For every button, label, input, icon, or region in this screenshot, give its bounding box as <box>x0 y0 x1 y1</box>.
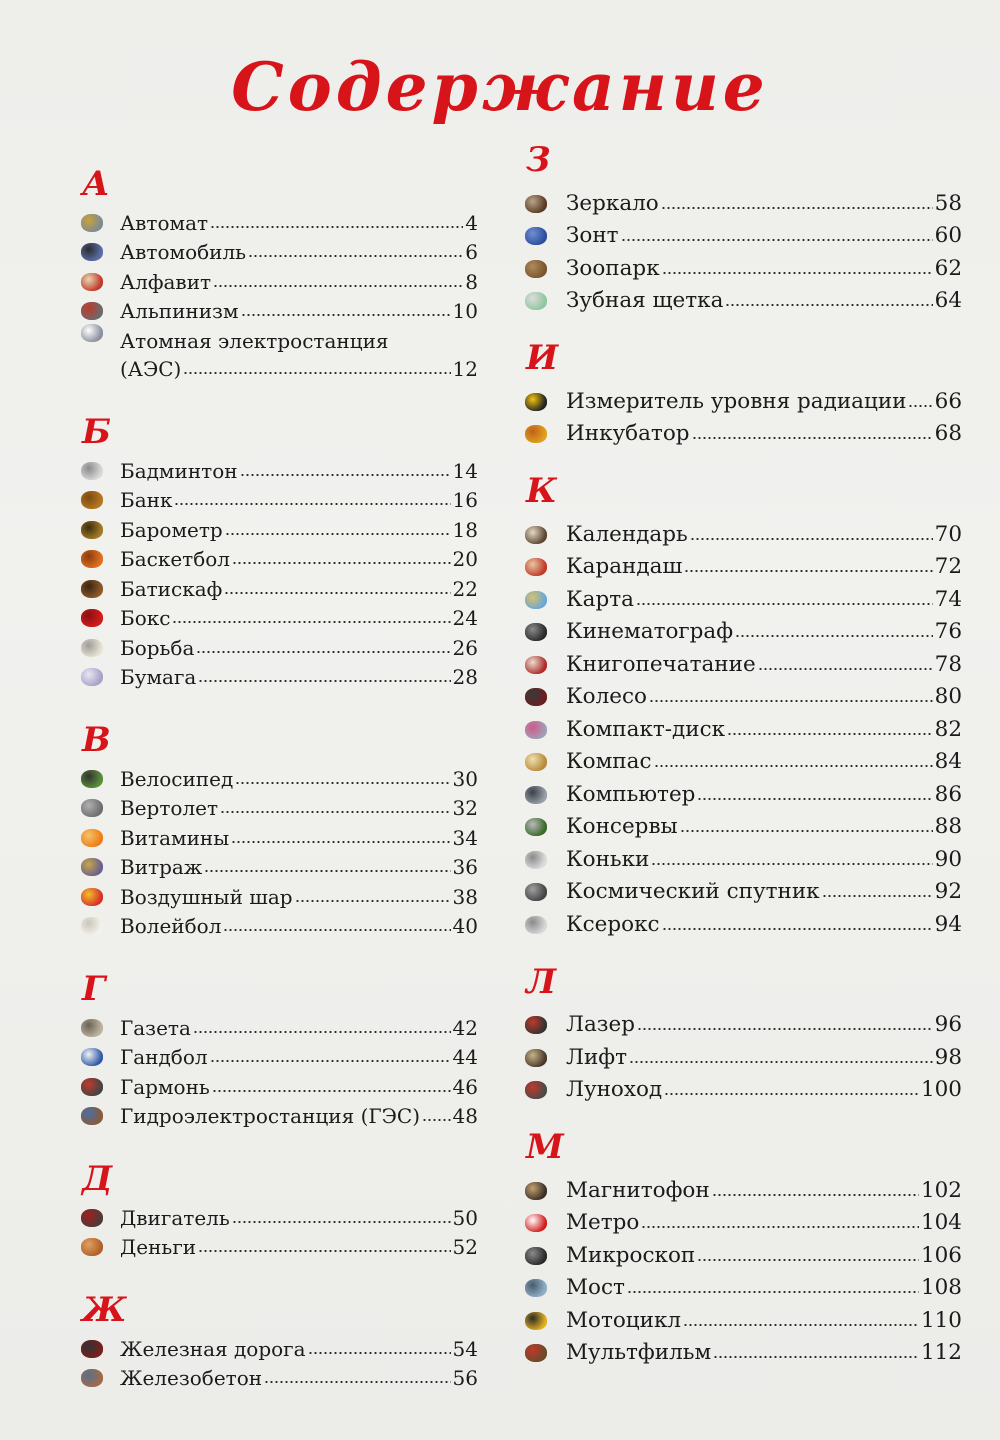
entry-title: Велосипед <box>120 766 234 791</box>
umbrella-icon <box>522 225 556 247</box>
section-letter: И <box>526 338 559 378</box>
entry-title: Витамины <box>120 825 230 850</box>
dot-leader <box>664 1092 919 1096</box>
page-number: 56 <box>452 1366 478 1390</box>
toc-entry[interactable] <box>78 908 478 938</box>
entry-title: Борьба <box>120 635 195 660</box>
toc-entry[interactable] <box>78 263 478 293</box>
dot-leader <box>225 532 451 536</box>
page-number: 68 <box>934 421 962 446</box>
engine-icon <box>78 1207 108 1229</box>
toc-entry[interactable] <box>522 903 962 936</box>
page-number: 38 <box>452 884 478 909</box>
entry-title: Ксерокс <box>566 911 660 937</box>
toc-entry[interactable] <box>78 511 478 541</box>
dot-leader <box>662 271 933 275</box>
toc-entry[interactable] <box>522 611 962 644</box>
page-number: 70 <box>934 521 962 547</box>
jar-icon <box>522 816 556 838</box>
page-number: 100 <box>920 1077 962 1102</box>
money-icon <box>78 1236 108 1258</box>
entry-title: Железная дорога <box>120 1336 306 1361</box>
toc-entry[interactable] <box>522 413 962 446</box>
page-number: 40 <box>452 914 478 938</box>
dot-leader <box>210 1059 451 1063</box>
toc-entry[interactable] <box>78 600 478 630</box>
toc-entry[interactable] <box>522 708 962 741</box>
toc-entry[interactable] <box>78 322 478 380</box>
dot-leader <box>713 1355 919 1359</box>
dot-leader <box>662 927 933 931</box>
chick-icon <box>522 423 556 445</box>
entry-title: Воздушный шар <box>120 884 293 909</box>
toc-entry[interactable] <box>78 482 478 512</box>
cd-icon <box>522 719 556 741</box>
toc-entry[interactable] <box>522 280 962 313</box>
page-number: 22 <box>452 576 478 601</box>
page-number: 78 <box>934 651 962 677</box>
entry-title: Коньки <box>566 846 650 872</box>
toc-entry[interactable] <box>522 1299 962 1332</box>
entry-title: Гандбол <box>120 1045 208 1069</box>
entry-title: Гармонь <box>120 1074 210 1099</box>
page-title: Содержание <box>231 48 769 126</box>
page-number: 106 <box>920 1242 962 1268</box>
page-number: 108 <box>920 1275 962 1300</box>
paper-icon <box>78 666 108 688</box>
section-letter: Д <box>82 1159 113 1199</box>
page-number: 42 <box>452 1015 478 1040</box>
page-number: 90 <box>934 846 962 872</box>
entry-title: Бокс <box>120 606 171 630</box>
toc-entry[interactable] <box>78 1229 478 1259</box>
dot-leader <box>220 810 451 814</box>
dot-leader <box>712 1193 919 1197</box>
volleyball-icon <box>78 915 108 937</box>
toc-entry[interactable] <box>522 513 962 546</box>
dot-leader <box>692 436 933 440</box>
dot-leader <box>248 254 463 258</box>
page-number: 76 <box>934 619 962 644</box>
building-icon <box>78 1367 108 1389</box>
toc-entry[interactable] <box>522 215 962 248</box>
toc-entry[interactable] <box>78 849 478 879</box>
pill-icon <box>78 827 108 849</box>
dot-leader <box>661 206 933 210</box>
entry-title: Баскетбол <box>120 547 231 571</box>
entry-title: Бумага <box>120 665 197 689</box>
page-number: 88 <box>934 814 962 839</box>
page-number: 26 <box>452 635 478 660</box>
entry-title: Альпинизм <box>120 299 239 323</box>
toc-entry[interactable] <box>522 1234 962 1267</box>
page-number: 58 <box>934 190 962 216</box>
entry-title: Карандаш <box>566 554 683 579</box>
page-number: 36 <box>452 855 478 879</box>
motorcycle-icon <box>522 1310 556 1332</box>
section-letter: К <box>526 471 557 511</box>
page-number: 84 <box>934 749 962 774</box>
dot-leader <box>212 1089 451 1093</box>
dot-leader <box>680 829 933 833</box>
page-number: 16 <box>452 488 478 512</box>
dot-leader <box>690 537 933 541</box>
entry-title: Лифт <box>566 1044 627 1070</box>
page-number: 10 <box>452 299 478 323</box>
page-number: 102 <box>920 1177 962 1203</box>
toc-entry[interactable] <box>522 380 962 413</box>
entry-title: Колесо <box>566 684 647 709</box>
dot-leader <box>758 667 933 671</box>
entry-title: Компас <box>566 749 652 774</box>
toothbrush-icon <box>522 290 556 312</box>
entry-title: Лазер <box>566 1012 635 1037</box>
wheel-icon <box>522 686 556 708</box>
toc-entry[interactable] <box>522 247 962 280</box>
dot-leader <box>727 732 933 736</box>
toc-entry[interactable] <box>522 676 962 709</box>
entry-title: Консервы <box>566 814 678 839</box>
entry-title: Зубная щетка <box>566 288 724 313</box>
entry-title: Железобетон <box>120 1366 263 1390</box>
map-icon <box>522 589 556 611</box>
dot-leader <box>198 1249 450 1253</box>
book-icon <box>522 654 556 676</box>
dot-leader <box>308 1351 451 1355</box>
section-letter: Ж <box>82 1290 127 1330</box>
dot-leader <box>641 1225 919 1229</box>
laser-icon <box>522 1014 556 1036</box>
page-number: 62 <box>934 255 962 281</box>
dot-leader <box>908 404 932 408</box>
toc-entry[interactable] <box>522 838 962 871</box>
bridge-icon <box>522 1277 556 1299</box>
toc-entry[interactable] <box>78 293 478 323</box>
toc-entry[interactable] <box>78 878 478 908</box>
accordion-icon <box>78 1076 108 1098</box>
section-letter: В <box>82 720 111 760</box>
page-number: 52 <box>452 1235 478 1259</box>
computer-icon <box>522 784 556 806</box>
toc-entry[interactable] <box>78 629 478 659</box>
dot-leader <box>697 797 932 801</box>
toc-entry[interactable] <box>78 570 478 600</box>
page-number: 54 <box>452 1336 478 1361</box>
page-number: 98 <box>934 1044 962 1070</box>
elevator-icon <box>522 1047 556 1069</box>
entry-title: Барометр <box>120 517 223 542</box>
entry-title: Кинематограф <box>566 619 734 644</box>
entry-title: Витраж <box>120 855 203 879</box>
toc-entry[interactable] <box>78 659 478 689</box>
satellite-icon <box>522 881 556 903</box>
section-letter: З <box>526 140 551 180</box>
newspaper-icon <box>78 1017 108 1039</box>
page-number: 20 <box>452 547 478 571</box>
pencil-icon <box>522 556 556 578</box>
dot-leader <box>735 634 933 638</box>
toc-entry[interactable] <box>522 1169 962 1202</box>
coins-icon <box>78 489 108 511</box>
dot-leader <box>183 371 450 375</box>
page-number: 82 <box>934 716 962 742</box>
page-number: 64 <box>934 288 962 313</box>
page-number: 92 <box>934 879 962 904</box>
barometer-icon <box>78 519 108 541</box>
toc-entry[interactable] <box>78 452 478 482</box>
entry-title: Компьютер <box>566 781 696 807</box>
page-number: 32 <box>452 796 478 820</box>
toc-entry[interactable] <box>522 1267 962 1300</box>
dot-leader <box>193 1030 451 1034</box>
toc-entry[interactable] <box>78 1199 478 1229</box>
dot-leader <box>264 1380 450 1384</box>
dot-leader <box>223 928 450 932</box>
page-number: 112 <box>920 1340 962 1365</box>
dot-leader <box>422 1118 451 1122</box>
page-number: 34 <box>452 825 478 850</box>
boxing-glove-icon <box>78 607 108 629</box>
dot-leader <box>174 502 450 506</box>
toc-entry[interactable] <box>78 790 478 820</box>
entry-title: Метро <box>566 1210 640 1235</box>
toc-entry[interactable] <box>522 182 962 215</box>
dot-leader <box>235 781 450 785</box>
wrestler-icon <box>78 637 108 659</box>
dot-leader <box>683 1323 919 1327</box>
page-number: 72 <box>934 554 962 579</box>
dot-leader <box>213 284 463 288</box>
dot-leader <box>654 764 933 768</box>
toc-left-column <box>78 160 478 1389</box>
bathyscaphe-icon <box>78 578 108 600</box>
page-number: 104 <box>920 1210 962 1235</box>
toc-entry[interactable] <box>522 806 962 839</box>
dot-leader <box>232 561 451 565</box>
page-number: 48 <box>452 1104 478 1128</box>
locomotive-icon <box>78 1338 108 1360</box>
handball-icon <box>78 1046 108 1068</box>
dot-leader <box>204 869 450 873</box>
microscope-icon <box>522 1245 556 1267</box>
page-number: 30 <box>452 766 478 791</box>
calendar-icon <box>522 524 556 546</box>
page-number: 18 <box>452 517 478 542</box>
dot-leader <box>629 1060 933 1064</box>
balloon-icon <box>78 886 108 908</box>
toc-entry[interactable] <box>78 1098 478 1128</box>
section-letter: Г <box>82 969 106 1009</box>
page-number: 66 <box>934 388 962 414</box>
toc-entry[interactable] <box>522 773 962 806</box>
toc-entry[interactable] <box>522 871 962 904</box>
dot-leader <box>172 620 450 624</box>
dot-leader <box>198 679 450 683</box>
entry-title: Магнитофон <box>566 1177 710 1203</box>
toc-entry[interactable] <box>522 1036 962 1069</box>
film-reel-icon <box>522 621 556 643</box>
entry-title: Двигатель <box>120 1205 230 1230</box>
toc-entry[interactable] <box>522 741 962 774</box>
page-number: 46 <box>452 1074 478 1099</box>
dot-leader <box>210 225 463 229</box>
dot-leader <box>637 1027 933 1031</box>
page-number: 6 <box>465 240 478 264</box>
entry-title: Мотоцикл <box>566 1307 682 1333</box>
drill-icon <box>78 212 108 234</box>
stained-glass-icon <box>78 856 108 878</box>
toc-entry[interactable] <box>78 1330 478 1360</box>
entry-title: Автомат <box>120 210 209 235</box>
entry-title: Алфавит <box>120 269 212 294</box>
toc-entry[interactable] <box>78 760 478 790</box>
dot-leader <box>627 1290 919 1294</box>
toc-entry[interactable] <box>522 643 962 676</box>
entry-title: Космический спутник <box>566 879 820 904</box>
ice-axe-icon <box>78 300 108 322</box>
entry-title: Зоопарк <box>566 255 660 281</box>
entry-title: Измеритель уровня радиации <box>566 388 907 414</box>
dot-leader <box>684 569 932 573</box>
page-number: 86 <box>934 781 962 807</box>
page-number: 4 <box>465 210 478 235</box>
toc-entry[interactable] <box>522 1069 962 1102</box>
entry-title: Атомная электростанция <box>120 329 389 353</box>
bicycle-icon <box>78 768 108 790</box>
entry-title: Волейбол <box>120 914 222 938</box>
toc-entry[interactable] <box>522 1004 962 1037</box>
dot-leader <box>241 313 451 317</box>
metro-icon <box>522 1212 556 1234</box>
section-letter: Б <box>82 412 112 452</box>
page-number: 44 <box>452 1045 478 1069</box>
entry-title: Зонт <box>566 223 619 248</box>
toc-entry[interactable] <box>522 578 962 611</box>
basketball-icon <box>78 548 108 570</box>
entry-title: Мультфильм <box>566 1340 712 1365</box>
toc-entry[interactable] <box>78 1068 478 1098</box>
toc-entry[interactable] <box>78 204 478 234</box>
toc-entry[interactable] <box>522 1202 962 1235</box>
page-number: 50 <box>452 1205 478 1230</box>
toc-entry[interactable] <box>78 541 478 571</box>
lunar-rover-icon <box>522 1079 556 1101</box>
toc-entry[interactable] <box>78 234 478 264</box>
toc-entry[interactable] <box>78 1039 478 1069</box>
entry-title: Компакт-диск <box>566 716 726 742</box>
dot-leader <box>725 303 932 307</box>
dot-leader <box>697 1258 919 1262</box>
entry-title: Банк <box>120 488 173 512</box>
page-number: 110 <box>920 1307 962 1333</box>
toc-entry[interactable] <box>78 1360 478 1390</box>
section-letter: М <box>526 1127 564 1167</box>
toc-entry[interactable] <box>522 546 962 579</box>
entry-title: Батискаф <box>120 576 223 601</box>
entry-title: Микроскоп <box>566 1242 696 1268</box>
toc-entry[interactable] <box>522 1332 962 1365</box>
helicopter-icon <box>78 797 108 819</box>
entry-title: Календарь <box>566 521 688 547</box>
page-number: 96 <box>934 1012 962 1037</box>
dot-leader <box>651 862 932 866</box>
entry-title: Вертолет <box>120 796 219 820</box>
dot-leader <box>822 894 933 898</box>
hand-mirror-icon <box>522 193 556 215</box>
entry-title: Бадминтон <box>120 458 238 483</box>
page-number: 14 <box>452 458 478 483</box>
compass-icon <box>522 751 556 773</box>
dot-leader <box>621 238 933 242</box>
entry-title: Карта <box>566 586 634 612</box>
page-number: 74 <box>934 586 962 612</box>
page-number: 8 <box>465 269 478 294</box>
section-letter: А <box>82 164 110 204</box>
page-number: 94 <box>934 911 962 937</box>
entry-title: Гидроэлектростанция (ГЭС) <box>120 1104 421 1128</box>
dot-leader <box>224 591 450 595</box>
toc-entry[interactable] <box>78 819 478 849</box>
entry-title: Газета <box>120 1015 191 1040</box>
dot-leader <box>196 650 450 654</box>
page-number: 80 <box>934 684 962 709</box>
page-number: 24 <box>452 606 478 630</box>
entry-title: Инкубатор <box>566 421 690 446</box>
section-letter: Л <box>526 961 557 1002</box>
page-number: 28 <box>452 665 478 689</box>
copier-icon <box>522 914 556 936</box>
cartoon-icon <box>522 1342 556 1364</box>
skate-icon <box>522 849 556 871</box>
entry-title: Автомобиль <box>120 240 247 264</box>
page-number: 60 <box>934 223 962 248</box>
atom-icon <box>78 322 108 344</box>
dot-leader <box>295 899 451 903</box>
radiation-icon <box>522 391 556 413</box>
shuttlecock-icon <box>78 460 108 482</box>
alphabet-icon <box>78 271 108 293</box>
car-icon <box>78 241 108 263</box>
page-number: 12 <box>452 357 478 381</box>
dot-leader <box>240 473 451 477</box>
entry-title: Книгопечатание <box>566 651 756 677</box>
toc-entry[interactable] <box>78 1009 478 1039</box>
entry-title: Мост <box>566 1275 625 1300</box>
entry-title: Зеркало <box>566 190 659 216</box>
entry-title: Деньги <box>120 1235 197 1259</box>
animal-icon <box>522 258 556 280</box>
entry-title-cont: (АЭС) <box>120 357 182 381</box>
tape-recorder-icon <box>522 1180 556 1202</box>
entry-title: Луноход <box>566 1077 663 1102</box>
dam-icon <box>78 1105 108 1127</box>
dot-leader <box>636 602 933 606</box>
dot-leader <box>232 1220 451 1224</box>
dot-leader <box>649 699 933 703</box>
dot-leader <box>231 840 450 844</box>
toc-right-column <box>522 140 962 1364</box>
